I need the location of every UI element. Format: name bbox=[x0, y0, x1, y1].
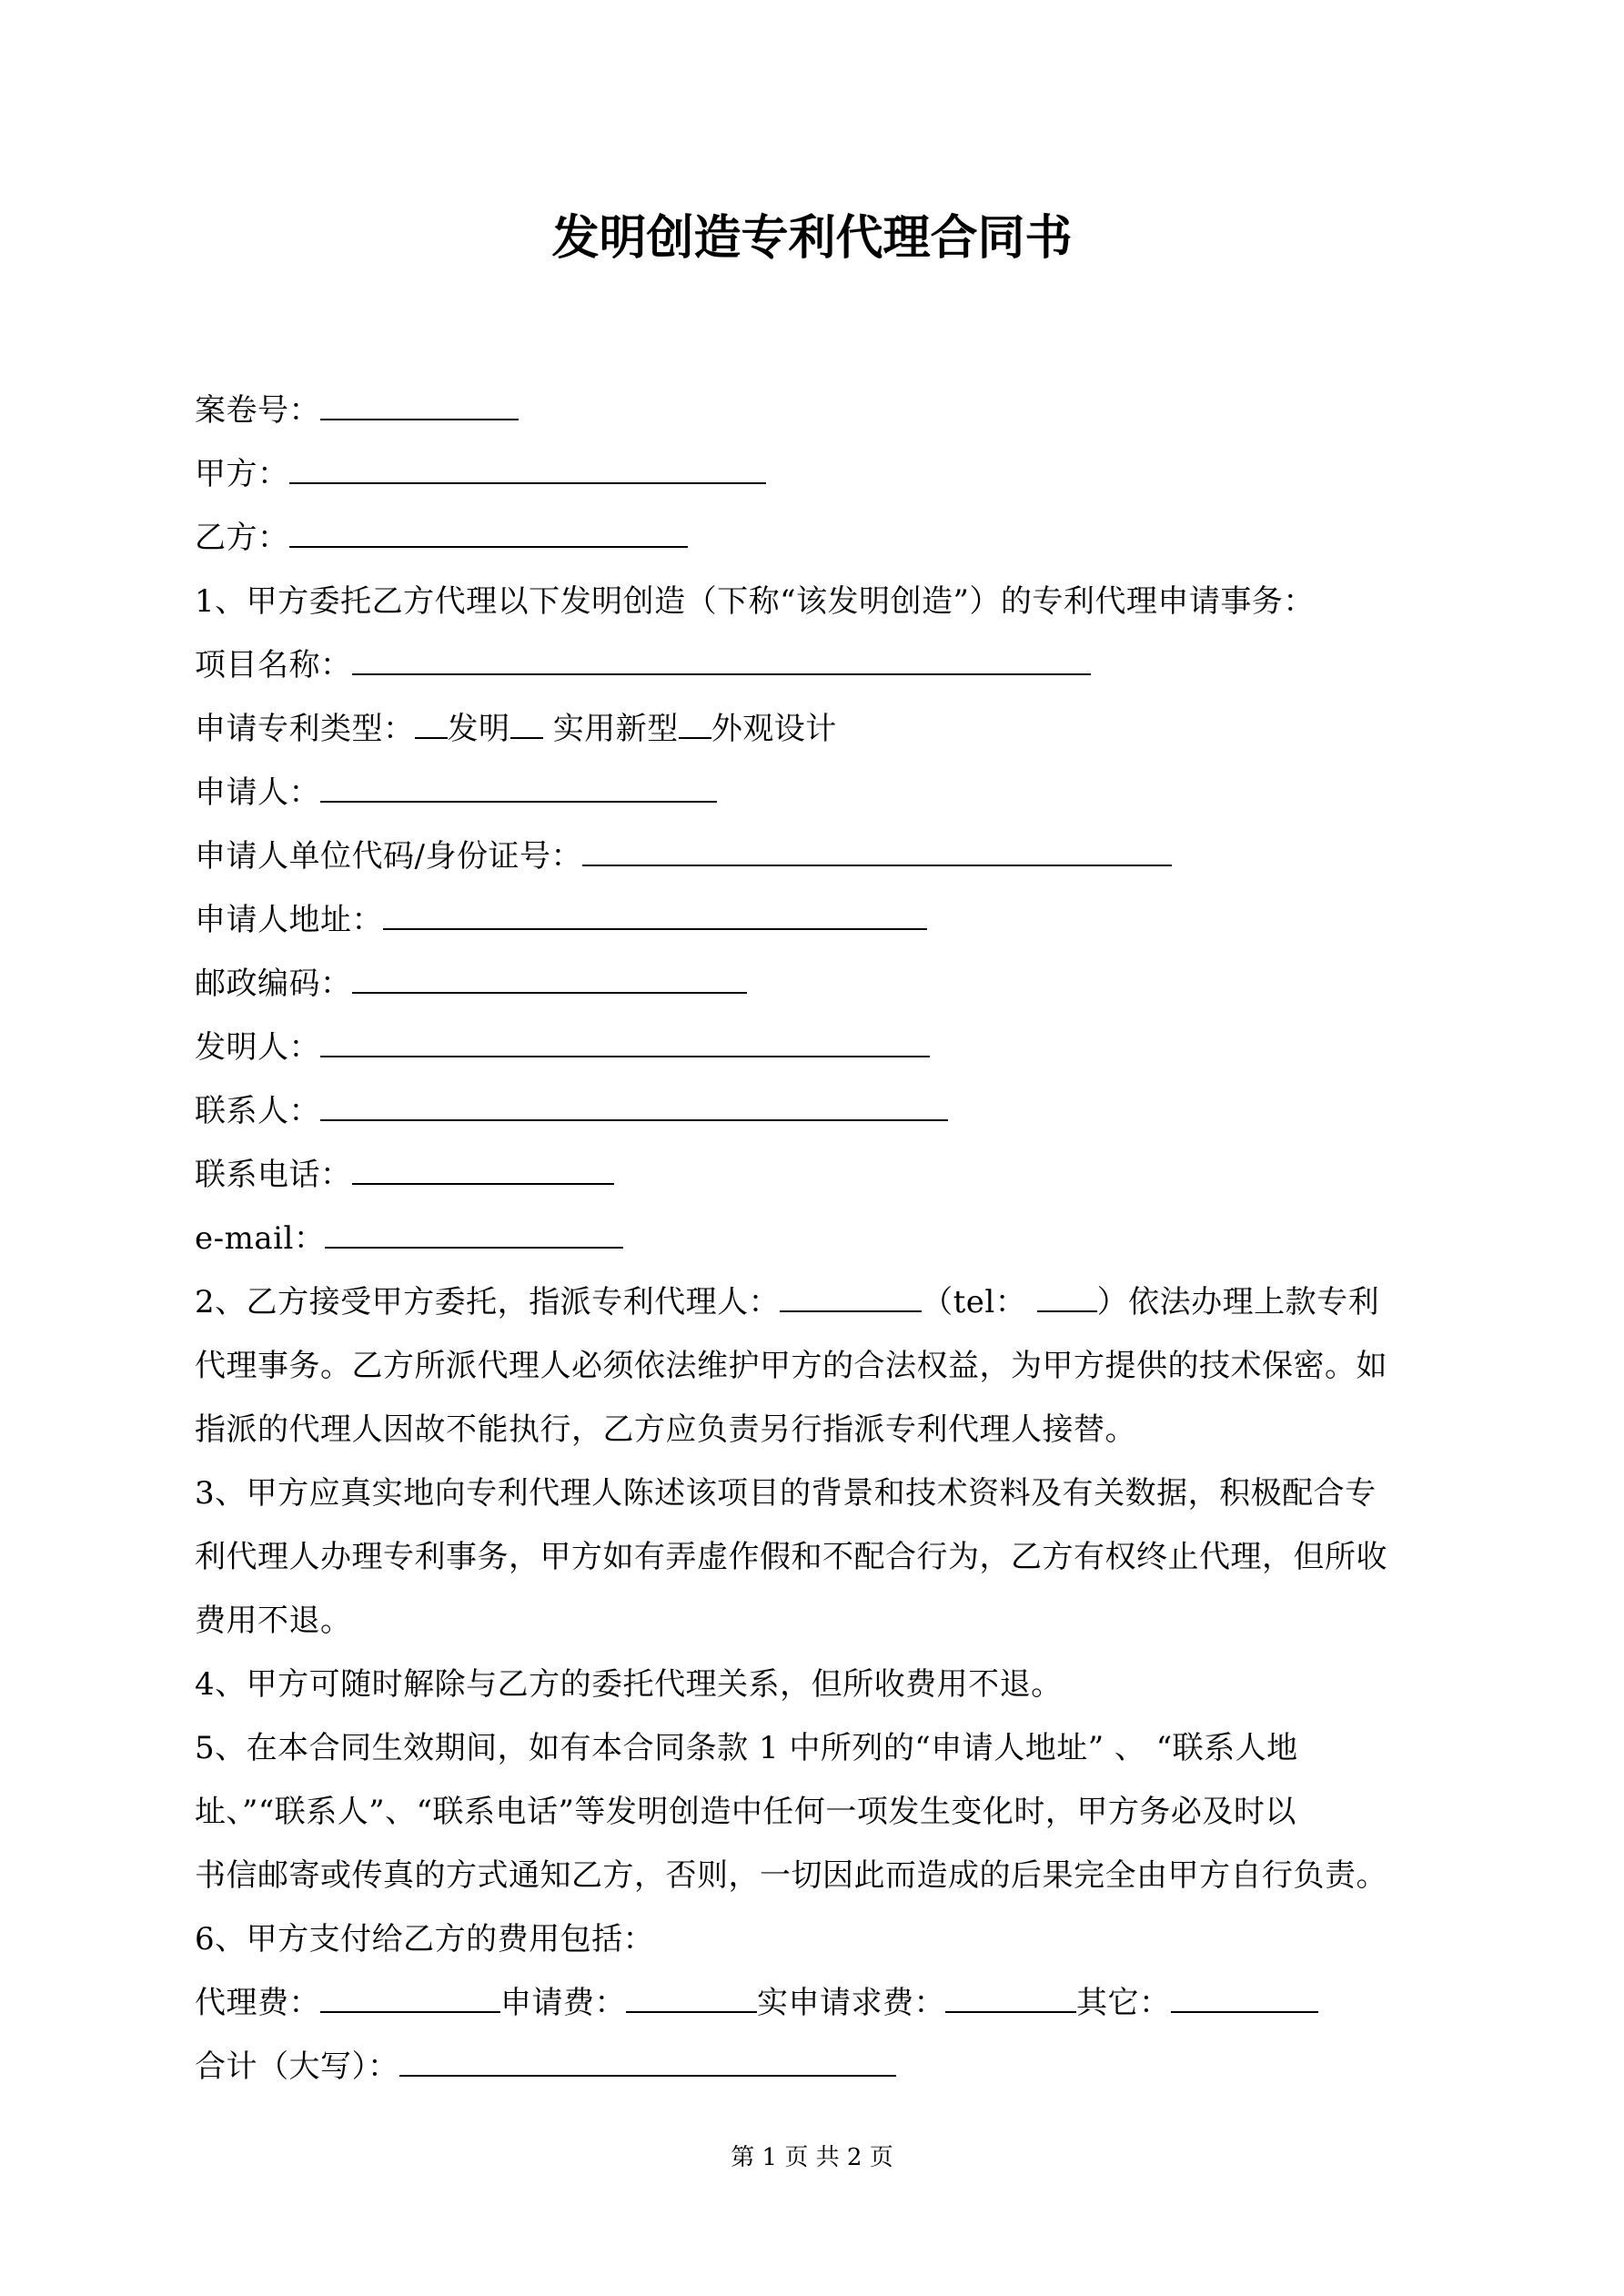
exam-fee-blank bbox=[945, 1982, 1076, 2013]
patent-type-invention: 发明 bbox=[447, 711, 510, 747]
project-name-label: 项目名称： bbox=[195, 647, 352, 683]
party-b-blank bbox=[289, 517, 688, 548]
applicant-address-row bbox=[195, 899, 927, 941]
other-fee-label: 其它： bbox=[1076, 1985, 1171, 2021]
clause-1-intro: 1、甲方委托乙方代理以下发明创造（下称“该发明创造”）的专利代理申请事务： bbox=[195, 583, 1315, 620]
patent-type-design: 外观设计 bbox=[711, 711, 837, 747]
party-b-row bbox=[195, 517, 688, 559]
clause-5-line-3: 书信邮寄或传真的方式通知乙方，否则，一切因此而造成的后果完全由甲方自行负责。 bbox=[195, 1857, 1387, 1894]
clause-2-text-a: 2、乙方接受甲方委托，指派专利代理人： bbox=[195, 1284, 781, 1320]
clause-3-line-3: 费用不退。 bbox=[195, 1603, 352, 1639]
applicant-id-row bbox=[195, 835, 1172, 877]
patent-type-blank-3 bbox=[679, 708, 711, 739]
clause-2-line-1 bbox=[195, 1281, 1379, 1323]
phone-label: 联系电话： bbox=[195, 1157, 352, 1193]
clause-2-text-b: ）依法办理上款专利 bbox=[1096, 1284, 1380, 1320]
patent-type-utility: 实用新型 bbox=[552, 711, 679, 747]
other-fee-blank bbox=[1171, 1982, 1318, 2013]
total-label: 合计（大写）： bbox=[195, 2048, 399, 2085]
contact-blank bbox=[320, 1090, 948, 1121]
clause-3-line-1: 3、甲方应真实地向专利代理人陈述该项目的背景和技术资料及有关数据，积极配合专 bbox=[195, 1475, 1377, 1512]
case-number-row bbox=[195, 389, 519, 431]
applicant-row bbox=[195, 772, 717, 814]
clause-6-intro: 6、甲方支付给乙方的费用包括： bbox=[195, 1921, 655, 1957]
email-blank bbox=[325, 1218, 623, 1249]
postal-code-row bbox=[195, 963, 747, 1005]
patent-type-row bbox=[195, 708, 837, 750]
clause-5-line-2: 址、”“联系人”、“联系电话”等发明创造中任何一项发生变化时，甲方务必及时以 bbox=[195, 1794, 1296, 1830]
agent-tel-blank bbox=[1037, 1281, 1097, 1312]
total-row bbox=[195, 2046, 896, 2088]
phone-row bbox=[195, 1154, 614, 1196]
agency-fee-blank bbox=[320, 1982, 500, 2013]
agent-name-blank bbox=[780, 1281, 922, 1312]
inventor-blank bbox=[320, 1027, 930, 1057]
agency-fee-label: 代理费： bbox=[195, 1985, 320, 2021]
clause-5-line-1: 5、在本合同生效期间，如有本合同条款 1 中所列的“申请人地址” 、 “联系人地 bbox=[195, 1730, 1298, 1766]
email-row bbox=[195, 1218, 623, 1259]
clause-2-line-3: 指派的代理人因故不能执行，乙方应负责另行指派专利代理人接替。 bbox=[195, 1411, 1136, 1448]
patent-type-blank-1 bbox=[415, 708, 448, 739]
application-fee-blank bbox=[626, 1982, 757, 2013]
clause-4: 4、甲方可随时解除与乙方的委托代理关系，但所收费用不退。 bbox=[195, 1666, 1063, 1703]
postal-code-blank bbox=[352, 963, 747, 994]
clause-2-tel: （tel： bbox=[922, 1284, 1027, 1320]
project-name-blank bbox=[352, 644, 1091, 675]
applicant-label: 申请人： bbox=[195, 774, 320, 811]
party-b-label: 乙方： bbox=[195, 520, 289, 556]
email-label: e-mail： bbox=[195, 1220, 326, 1257]
applicant-address-blank bbox=[383, 899, 927, 930]
document-title: 发明创造专利代理合同书 bbox=[551, 210, 1073, 266]
fees-row bbox=[195, 1982, 1318, 2024]
party-a-label: 甲方： bbox=[195, 456, 289, 492]
clause-2-line-2: 代理事务。乙方所派代理人必须依法维护甲方的合法权益，为甲方提供的技术保密。如 bbox=[195, 1348, 1387, 1384]
patent-type-label: 申请专利类型： bbox=[195, 711, 415, 747]
postal-code-label: 邮政编码： bbox=[195, 966, 352, 1002]
exam-fee-label: 实申请求费： bbox=[757, 1985, 945, 2021]
applicant-blank bbox=[320, 772, 717, 803]
applicant-id-label: 申请人单位代码/身份证号： bbox=[195, 838, 582, 875]
inventor-row bbox=[195, 1027, 930, 1068]
case-number-label: 案卷号： bbox=[195, 392, 320, 429]
applicant-id-blank bbox=[582, 835, 1172, 866]
project-name-row bbox=[195, 644, 1091, 686]
contact-row bbox=[195, 1090, 948, 1132]
application-fee-label: 申请费： bbox=[500, 1985, 626, 2021]
inventor-label: 发明人： bbox=[195, 1029, 320, 1066]
case-number-blank bbox=[320, 389, 519, 420]
phone-blank bbox=[352, 1154, 614, 1185]
applicant-address-label: 申请人地址： bbox=[195, 902, 383, 938]
patent-type-blank-2 bbox=[510, 708, 543, 739]
page-footer: 第 1 页 共 2 页 bbox=[731, 2144, 893, 2171]
total-blank bbox=[399, 2046, 896, 2077]
party-a-blank bbox=[289, 453, 766, 484]
party-a-row bbox=[195, 453, 766, 495]
clause-3-line-2: 利代理人办理专利事务，甲方如有弄虚作假和不配合行为，乙方有权终止代理，但所收 bbox=[195, 1539, 1387, 1575]
contact-label: 联系人： bbox=[195, 1093, 320, 1129]
